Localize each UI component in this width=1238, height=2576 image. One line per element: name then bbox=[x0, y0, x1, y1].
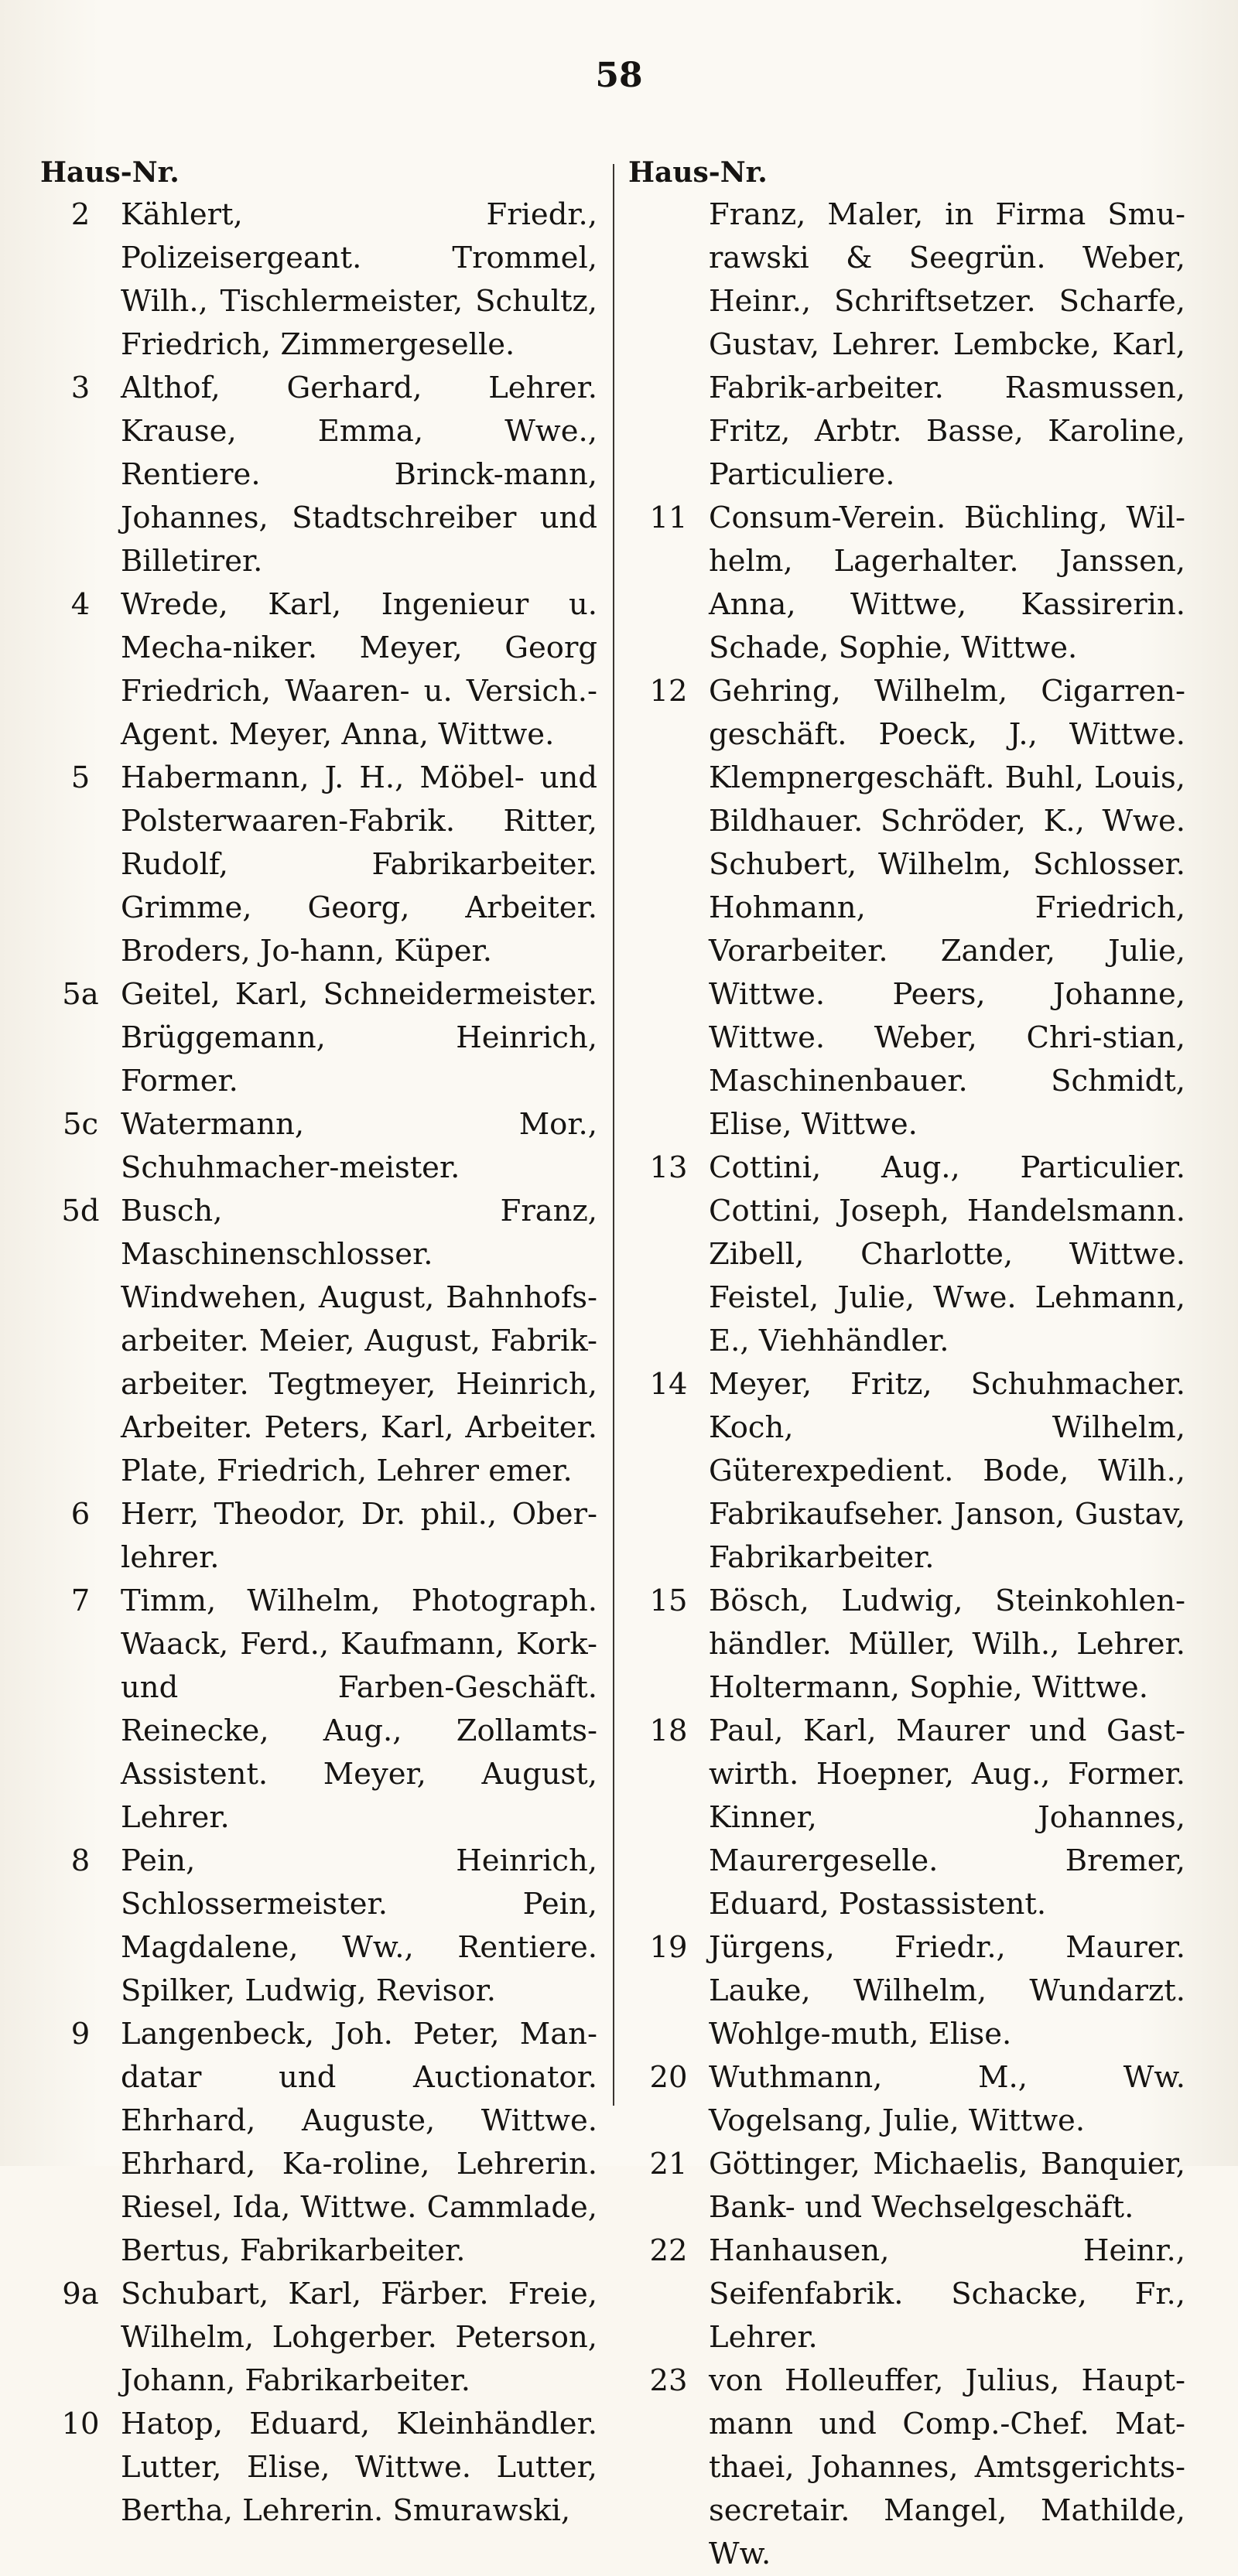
entry-text: Schubart, Karl, Färber. Freie, Wilhelm, Lohgerber. Peterson, Johann, Fabrikarbeiter. bbox=[121, 2277, 597, 2398]
directory-entry bbox=[40, 973, 597, 1103]
directory-entry bbox=[628, 2229, 1185, 2359]
directory-entry bbox=[628, 2056, 1185, 2143]
house-number: 10 bbox=[61, 2407, 100, 2441]
entry-text: Timm, Wilhelm, Photograph. Waack, Ferd., Kaufmann, Kork-und Farben-Geschäft. Reinecke, Aug., Zollamts-Assistent. Meyer, August, Lehrer. bbox=[121, 1584, 597, 1835]
column-header: Haus-Nr. bbox=[40, 156, 180, 189]
house-number: 8 bbox=[70, 1843, 91, 1878]
house-number: 7 bbox=[70, 1584, 91, 1618]
directory-entry bbox=[40, 583, 597, 757]
entry-text: Busch, Franz, Maschinenschlosser. Windwehen, August, Bahnhofs-arbeiter. Meier, August, Fabrik-arbeiter. Tegtmeyer, Heinrich, Arbeiter. Peters, Karl, Arbeiter. Plate, Friedrich, Lehrer emer. bbox=[121, 1194, 597, 1488]
entry-text: Pein, Heinrich, Schlossermeister. Pein, Magdalene, Ww., Rentiere. Spilker, Ludwig, Revisor. bbox=[121, 1843, 597, 2008]
directory-entry bbox=[628, 497, 1185, 670]
continuation-entry bbox=[628, 193, 1185, 497]
entry-text: Göttinger, Michaelis, Banquier, Bank- und Wechselgeschäft. bbox=[709, 2147, 1185, 2225]
entry-text: Gehring, Wilhelm, Cigarren-geschäft. Poeck, J., Wittwe. Klempnergeschäft. Buhl, Louis, Bildhauer. Schröder, K., Wwe. Schubert, Wilhelm, Schlosser. Hohmann, Friedrich, Vorarbeiter. Zander, Julie, Wittwe. Peers, Johanne, Wittwe. Weber, Chri-stian, Maschinenbauer. Schmidt, Elise, Wittwe. bbox=[709, 674, 1185, 1142]
entry-text: Habermann, J. H., Möbel- und Polsterwaaren-Fabrik. Ritter, Rudolf, Fabrikarbeiter. Grimme, Georg, Arbeiter. Broders, Jo-hann, Küper. bbox=[121, 760, 597, 969]
directory-entry bbox=[40, 1190, 597, 1493]
house-number: 5d bbox=[61, 1194, 100, 1228]
entry-text: Kählert, Friedr., Polizeisergeant. Trommel, Wilh., Tischlermeister, Schultz, Friedrich, Zimmergeselle. bbox=[121, 197, 597, 362]
house-number: 22 bbox=[649, 2233, 688, 2268]
directory-entry bbox=[628, 1580, 1185, 1710]
directory-entry bbox=[628, 2143, 1185, 2229]
directory-entry bbox=[40, 1103, 597, 1190]
directory-entry bbox=[40, 2403, 597, 2533]
directory-entry bbox=[628, 1926, 1185, 2056]
entry-text: Langenbeck, Joh. Peter, Man-datar und Auctionator. Ehrhard, Auguste, Wittwe. Ehrhard, Ka-roline, Lehrerin. Riesel, Ida, Wittwe. Cammlade, Bertus, Fabrikarbeiter. bbox=[121, 2017, 597, 2268]
directory-entry bbox=[628, 670, 1185, 1146]
column-divider bbox=[613, 164, 614, 2106]
directory-entry bbox=[40, 757, 597, 973]
entry-text: Watermann, Mor., Schuhmacher-meister. bbox=[121, 1107, 597, 1185]
directory-entry bbox=[40, 2273, 597, 2403]
entry-text: Paul, Karl, Maurer und Gast-wirth. Hoepner, Aug., Former. Kinner, Johannes, Maurergeselle. Bremer, Eduard, Postassistent. bbox=[709, 1713, 1185, 1922]
directory-entry bbox=[628, 2359, 1185, 2576]
directory-entry bbox=[40, 2013, 597, 2273]
house-number: 5 bbox=[70, 760, 91, 795]
house-number: 15 bbox=[649, 1584, 688, 1618]
directory-entry bbox=[40, 1493, 597, 1580]
right-column bbox=[628, 152, 1185, 2571]
entry-text: Consum-Verein. Büchling, Wil-helm, Lagerhalter. Janssen, Anna, Wittwe, Kassirerin. Schade, Sophie, Wittwe. bbox=[709, 501, 1185, 665]
right-entries bbox=[628, 497, 1185, 2576]
house-number: 3 bbox=[70, 371, 91, 405]
directory-entry bbox=[40, 367, 597, 583]
directory-entry bbox=[40, 1580, 597, 1840]
directory-entry bbox=[628, 1363, 1185, 1580]
entry-text: Geitel, Karl, Schneidermeister. Brüggemann, Heinrich, Former. bbox=[121, 977, 597, 1098]
entry-text: Meyer, Fritz, Schuhmacher. Koch, Wilhelm, Güterexpedient. Bode, Wilh., Fabrikaufseher. Janson, Gustav, Fabrikarbeiter. bbox=[709, 1367, 1185, 1575]
directory-entry bbox=[40, 193, 597, 367]
left-column bbox=[40, 152, 597, 2528]
house-number: 21 bbox=[649, 2147, 688, 2181]
entry-text: Hanhausen, Heinr., Seifenfabrik. Schacke, Fr., Lehrer. bbox=[709, 2233, 1185, 2355]
house-number: 5c bbox=[62, 1107, 99, 1142]
entry-text: Franz, Maler, in Firma Smu-rawski & Seegrün. Weber, Heinr., Schriftsetzer. Scharfe, Gustav, Lehrer. Lembcke, Karl, Fabrik-arbeiter. Rasmussen, Fritz, Arbtr. Basse, Karoline, Particuliere. bbox=[709, 197, 1185, 492]
entry-text: Althof, Gerhard, Lehrer. Krause, Emma, Wwe., Rentiere. Brinck-mann, Johannes, Stadtschreiber und Billetirer. bbox=[121, 371, 597, 579]
house-number: 9a bbox=[62, 2277, 99, 2311]
house-number: 13 bbox=[649, 1150, 688, 1185]
entry-text: Wuthmann, M., Ww. Vogelsang, Julie, Wittwe. bbox=[709, 2060, 1185, 2138]
house-number: 12 bbox=[649, 674, 688, 709]
entry-text: Cottini, Aug., Particulier. Cottini, Joseph, Handelsmann. Zibell, Charlotte, Wittwe. Feistel, Julie, Wwe. Lehmann, E., Viehhändler. bbox=[709, 1150, 1185, 1358]
house-number: 9 bbox=[70, 2017, 91, 2052]
directory-entry bbox=[40, 1840, 597, 2013]
house-number: 14 bbox=[649, 1367, 688, 1402]
page-number: 58 bbox=[595, 56, 643, 95]
entry-text: Herr, Theodor, Dr. phil., Ober-lehrer. bbox=[121, 1497, 597, 1575]
directory-entry bbox=[628, 1710, 1185, 1926]
entry-text: von Holleuffer, Julius, Haupt-mann und Comp.-Chef. Mat-thaei, Johannes, Amtsgerichts-secretair. Mangel, Mathilde, Ww. bbox=[709, 2363, 1185, 2571]
entry-number bbox=[628, 193, 709, 497]
house-number: 18 bbox=[649, 1713, 688, 1748]
entry-text: Jürgens, Friedr., Maurer. Lauke, Wilhelm, Wundarzt. Wohlge-muth, Elise. bbox=[709, 1930, 1185, 2052]
house-number: 6 bbox=[70, 1497, 91, 1532]
house-number: 23 bbox=[649, 2363, 688, 2398]
house-number: 20 bbox=[649, 2060, 688, 2095]
house-number: 4 bbox=[70, 587, 91, 622]
entry-text: Wrede, Karl, Ingenieur u. Mecha-niker. Meyer, Georg Friedrich, Waaren- u. Versich.-Agent. Meyer, Anna, Wittwe. bbox=[121, 587, 597, 752]
left-entries bbox=[40, 193, 597, 2533]
column-header: Haus-Nr. bbox=[628, 156, 768, 189]
house-number: 19 bbox=[649, 1930, 688, 1965]
house-number: 5a bbox=[62, 977, 99, 1012]
directory-entry bbox=[628, 1146, 1185, 1363]
house-number: 2 bbox=[70, 197, 91, 232]
entry-text: Bösch, Ludwig, Steinkohlen-händler. Müller, Wilh., Lehrer. Holtermann, Sophie, Wittwe. bbox=[709, 1584, 1185, 1705]
house-number: 11 bbox=[649, 501, 688, 535]
entry-text: Hatop, Eduard, Kleinhändler. Lutter, Elise, Wittwe. Lutter, Bertha, Lehrerin. Smurawski, bbox=[121, 2407, 597, 2528]
